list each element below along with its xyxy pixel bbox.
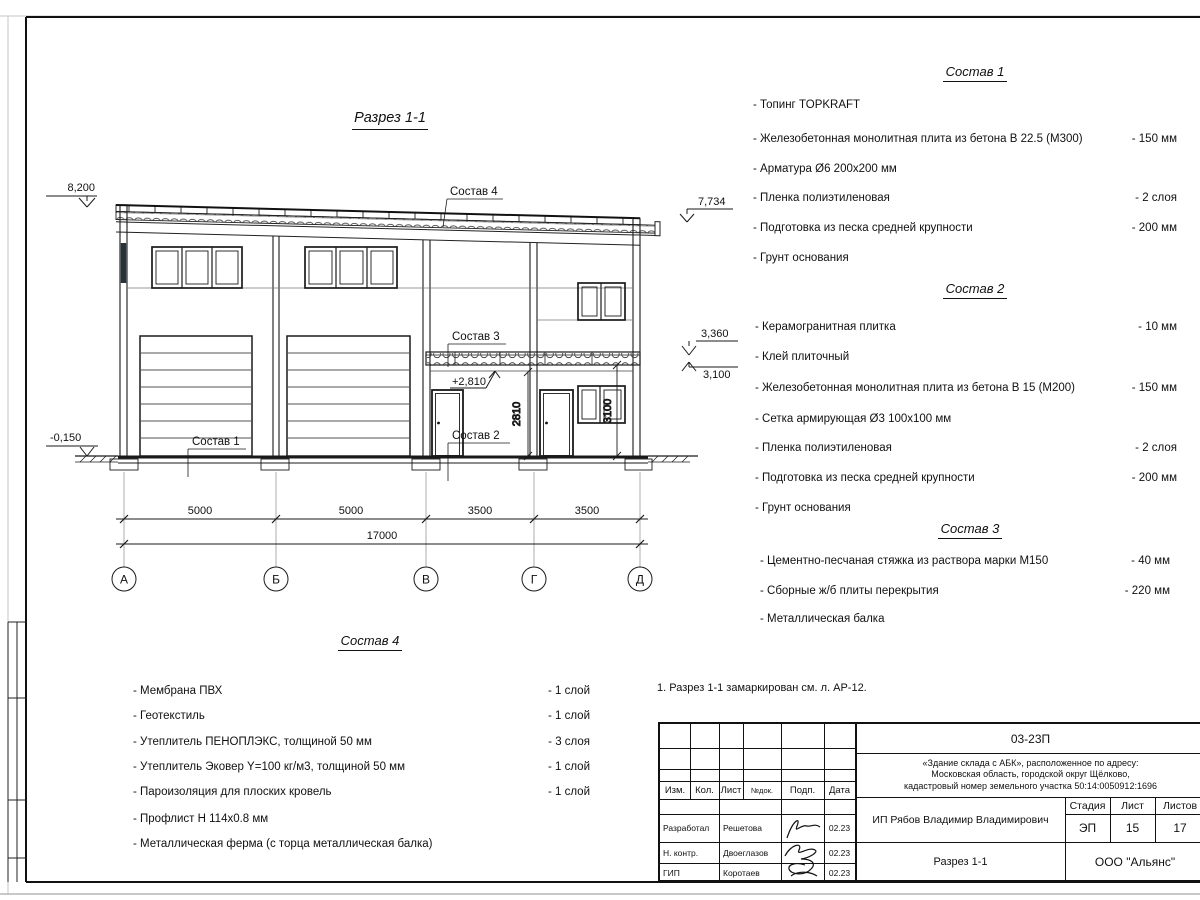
list-item [133, 710, 590, 722]
list-item [133, 761, 590, 773]
layer-name: - Утеплитель Эковер Y=100 кг/м3, толщиной 50 мм [133, 761, 405, 773]
axis-a: А [119, 572, 129, 587]
dim-v-g: 3500 [467, 505, 493, 517]
signature-1 [781, 814, 824, 842]
sheet-label: Лист [1121, 799, 1144, 812]
layer-name: - Сетка армирующая Ø3 100х100 мм [755, 413, 952, 425]
layer-name: - Топинг TOPKRAFT [753, 99, 861, 111]
layer-value: - 2 слоя [1135, 192, 1177, 204]
list-item [753, 133, 1177, 145]
layer-name: - Арматура Ø6 200х200 мм [753, 163, 897, 175]
sostav4-heading: Состав 4 [140, 633, 600, 648]
col-list: Лист [720, 784, 742, 796]
callout-sostav1: Состав 1 [192, 436, 240, 448]
layer-value: - 200 мм [1131, 472, 1177, 484]
callout-sostav3: Состав 3 [452, 331, 500, 343]
floor-slab [426, 352, 640, 365]
role-nkontr: Н. контр. [663, 847, 699, 858]
signature-2 [781, 842, 824, 882]
date-nkontr: 02.23 [828, 847, 851, 858]
callout-sostav4: Состав 4 [450, 186, 498, 198]
layer-value: - 2 слоя [1135, 442, 1177, 454]
sectional-gate-2 [287, 336, 410, 456]
layer-name: - Геотекстиль [133, 710, 205, 722]
list-item [133, 685, 590, 697]
layer-name: - Керамогранитная плитка [755, 321, 896, 333]
layer-value: - 1 слой [547, 685, 590, 697]
layer-name: - Грунт основания [755, 502, 851, 514]
dim-total: 17000 [366, 530, 398, 542]
elevation-roof-right: 7,734 [698, 196, 726, 208]
sostav1-list [753, 99, 1177, 269]
role-razrabotal: Разработал [663, 823, 710, 833]
stage-label: Стадия [1069, 799, 1106, 812]
layer-name: - Утеплитель ПЕНОПЛЭКС, толщиной 50 мм [133, 736, 372, 748]
elevation-roof-left: 8,200 [67, 182, 95, 194]
list-item [755, 442, 1177, 454]
role-gip: ГИП [663, 867, 680, 878]
layer-name: - Клей плиточный [755, 351, 850, 363]
dim-g-d: 3500 [574, 505, 600, 517]
roof-assembly [116, 205, 660, 246]
dim-b-v: 5000 [338, 505, 364, 517]
list-item [760, 585, 1170, 597]
list-item [760, 555, 1170, 567]
date-razrabotal: 02.23 [828, 823, 851, 833]
layer-name: - Металлическая балка [760, 613, 885, 625]
name-razrabotal: Решетова [723, 823, 762, 833]
list-item [753, 192, 1177, 204]
list-item [755, 472, 1177, 484]
layer-value: - 1 слой [547, 710, 590, 722]
sheets-label: Листов [1162, 799, 1198, 812]
list-item [133, 736, 590, 748]
project-code: 03-23П [1010, 731, 1051, 746]
layer-name: - Пленка полиэтиленовая [753, 192, 890, 204]
elevation-parapet: 3,360 [701, 328, 729, 340]
axis-d: Д [635, 572, 645, 587]
title-block [658, 722, 1200, 882]
layer-value: - 150 мм [1131, 133, 1177, 145]
window-band-2 [305, 247, 397, 288]
list-item [753, 252, 1177, 264]
layer-value: - 40 мм [1131, 555, 1170, 567]
sostav2-heading: Состав 2 [755, 281, 1195, 296]
drawing-name-cell: Разрез 1-1 [933, 856, 988, 868]
floor-foundation [75, 456, 698, 470]
layer-name: - Металлическая ферма (с торца металлическая балка) [133, 838, 433, 850]
sostav3-list [760, 555, 1170, 635]
company-name: ООО "Альянс" [1094, 855, 1176, 869]
project-description [856, 753, 1200, 797]
layer-value: - 10 мм [1138, 321, 1177, 333]
list-item [755, 502, 1177, 514]
name-gip: Коротаев [723, 867, 760, 878]
axis-b: Б [272, 572, 280, 587]
drawing-title: Разрез 1-1 [338, 110, 442, 126]
door-2 [540, 390, 573, 456]
elevation-ground: -0,150 [50, 432, 82, 444]
layer-value: - 200 мм [1131, 222, 1177, 234]
project-line3: кадастровый номер земельного участка 50:14:0050912:1696 [904, 780, 1157, 791]
door-1 [432, 390, 463, 456]
list-item [755, 321, 1177, 333]
elevation-floor2: +2,810 [452, 376, 486, 388]
list-item [760, 613, 1170, 625]
list-item [755, 413, 1177, 425]
dim-a-b: 5000 [187, 505, 213, 517]
name-nkontr: Двоеглазов [723, 847, 769, 858]
callout-sostav2: Состав 2 [452, 430, 500, 442]
layer-name: - Мембрана ПВХ [133, 685, 223, 697]
layer-name: - Грунт основания [753, 252, 849, 264]
layer-name: - Подготовка из песка средней крупности [753, 222, 973, 234]
list-item [133, 838, 590, 850]
layer-name: - Профлист Н 114х0.8 мм [133, 813, 269, 825]
col-ndok: №док. [751, 785, 773, 795]
vdim-3100: 3100 [602, 398, 614, 424]
axis-g: Г [530, 572, 538, 587]
sheets-total: 17 [1173, 821, 1187, 835]
axis-v: В [421, 572, 431, 587]
sostav4-list [133, 685, 590, 855]
layer-name: - Пленка полиэтиленовая [755, 442, 892, 454]
col-data: Дата [828, 784, 851, 796]
col-kol: Кол. [695, 784, 714, 796]
window-upper-office [578, 283, 625, 320]
vdim-2810: 2810 [511, 401, 523, 427]
sostav2-list [755, 321, 1177, 521]
elevation-slab-bottom: 3,100 [703, 369, 731, 381]
layer-value: - 220 мм [1124, 585, 1170, 597]
layer-value: - 3 слоя [548, 736, 590, 748]
stage-value: ЭП [1078, 821, 1097, 835]
project-line1: «Здание склада с АБК», расположенное по адресу: [922, 757, 1139, 768]
list-item [755, 382, 1177, 394]
side-stamp [8, 622, 26, 882]
layer-value: - 150 мм [1131, 382, 1177, 394]
sostav1-heading: Состав 1 [755, 64, 1195, 79]
axis-bubbles [112, 567, 652, 591]
client-name: ИП Рябов Владимир Владимирович [872, 813, 1049, 826]
list-item [133, 813, 590, 825]
layer-name: - Подготовка из песка средней крупности [755, 472, 975, 484]
window-band-1 [152, 247, 242, 288]
col-podp: Подп. [789, 784, 816, 796]
layer-name: - Сборные ж/б плиты перекрытия [760, 585, 939, 597]
dimension-lines [116, 472, 648, 567]
date-gip: 02.23 [828, 867, 851, 878]
layer-name: - Пароизоляция для плоских кровель [133, 786, 332, 798]
layer-value: - 1 слой [547, 786, 590, 798]
project-line2: Московская область, городской округ Щёлково, [931, 769, 1130, 780]
layer-name: - Железобетонная монолитная плита из бетона В 15 (М200) [755, 382, 1076, 394]
col-izm: Изм. [664, 784, 686, 796]
layer-value: - 1 слой [547, 761, 590, 773]
sostav3-heading: Состав 3 [755, 521, 1185, 536]
layer-name: - Цементно-песчаная стяжка из раствора марки М150 [760, 555, 1049, 567]
list-item [133, 786, 590, 798]
building-section [46, 182, 738, 591]
list-item [753, 222, 1177, 234]
drawing-note: 1. Разрез 1-1 замаркирован см. л. АР-12. [657, 682, 867, 694]
list-item [755, 351, 1177, 363]
list-item [753, 99, 1177, 111]
list-item [753, 163, 1177, 175]
sheet-number: 15 [1125, 821, 1140, 835]
layer-name: - Железобетонная монолитная плита из бетона В 22.5 (М300) [753, 133, 1083, 145]
